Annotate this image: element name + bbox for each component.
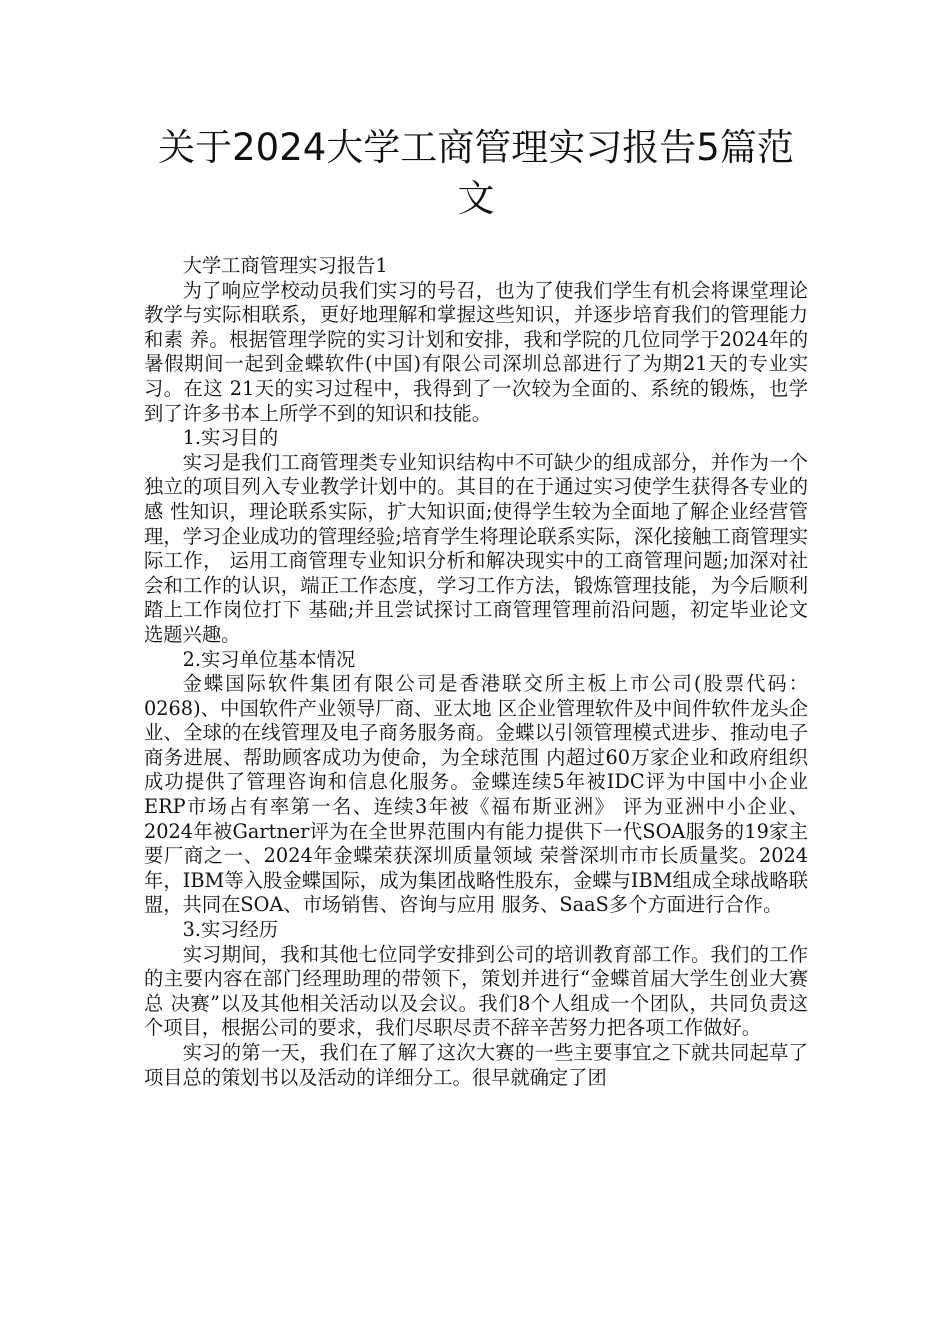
paragraph: 金蝶国际软件集团有限公司是香港联交所主板上市公司(股票代码：0268)、中国软件产业领导厂商、亚太地 区企业管理软件及中间件软件龙头企业、全球的在线管理及电子商务服务商。金蝶以引领管理模式进步、推动电子商务进展、帮助顾客成功为使命，为全球范围 内超过60万家企业和政府组织成功提供了管理咨询和信息化服务。金蝶连续5年被IDC评为中国中小企业ERP市场占有率第一名、连续3年被《福布斯亚洲》 评为亚洲中小企业、2024年被Gartner评为在全世界范围内有能力提供下一代SOA服务的19家主要厂商之一、2024年金蝶荣获深圳质量领域 荣誉深圳市市长质量奖。2024年，IBM等入股金蝶国际，成为集团战略性股东，金蝶与IBM组成全球战略联盟，共同在SOA、市场销售、咨询与应用 服务、SaaS多个方面进行合作。 [144,672,808,917]
paragraph: 为了响应学校动员我们实习的号召，也为了使我们学生有机会将课堂理论教学与实际相联系，更好地理解和掌握这些知识，并逐步培育我们的管理能力和素 养。根据管理学院的实习计划和安排，我和学院的几位同学于2024年的暑假期间一起到金蝶软件(中国)有限公司深圳总部进行了为期21天的专业实习。在这 21天的实习过程中，我得到了一次较为全面的、系统的锻炼，也学到了许多书本上所学不到的知识和技能。 [144,278,808,425]
document-body [144,254,808,1090]
paragraph: 实习的第一天，我们在了解了这次大赛的一些主要事宜之下就共同起草了项目总的策划书以及活动的详细分工。很早就确定了团 [144,1041,808,1089]
section-heading: 1.实习目的 [182,426,279,450]
section-heading: 2.实习单位基本情况 [182,647,356,671]
section-heading: 大学工商管理实习报告1 [182,254,388,277]
section-heading: 3.实习经历 [182,918,279,942]
paragraph: 实习期间，我和其他七位同学安排到公司的培训教育部工作。我们的工作的主要内容在部门经理助理的带领下，策划并进行“金蝶首届大学生创业大赛总 决赛”以及其他相关活动以及会议。我们8个人组成一个团队，共同负责这个项目，根据公司的要求，我们尽职尽责不辞辛苦努力把各项工作做好。 [144,942,808,1040]
paragraph: 实习是我们工商管理类专业知识结构中不可缺少的组成部分，并作为一个独立的项目列入专业教学计划中的。其目的在于通过实习使学生获得各专业的感 性知识，理论联系实际，扩大知识面;使得学生较为全面地了解企业经营管理，学习企业成功的管理经验;培育学生将理论联系实际，深化接触工商管理实际工作， 运用工商管理专业知识分析和解决现实中的工商管理问题;加深对社会和工作的认识，端正工作态度，学习工作方法，锻炼管理技能，为今后顺利踏上工作岗位打下 基础;并且尝试探讨工商管理管理前沿问题，初定毕业论文选题兴趣。 [144,450,808,646]
document-title: 关于2024大学工商管理实习报告5篇范文 [158,126,794,220]
